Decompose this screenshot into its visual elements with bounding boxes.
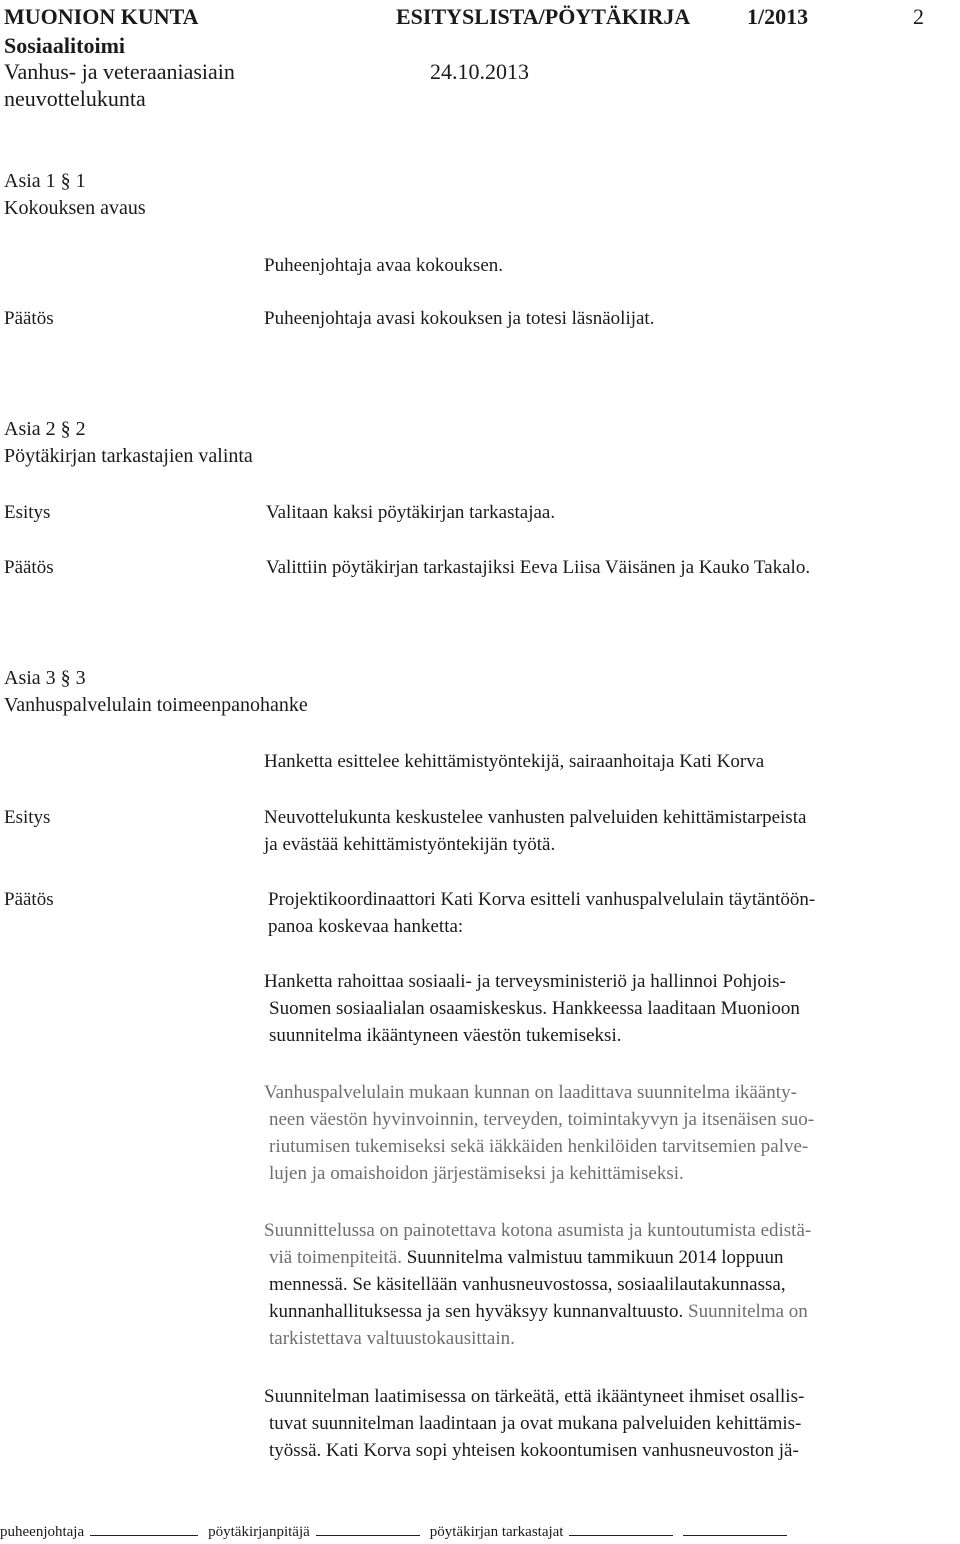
item1-title: Kokouksen avaus xyxy=(4,197,146,219)
inspector1-signature-line xyxy=(569,1521,673,1536)
item2-paatos-label: Päätös xyxy=(4,557,54,578)
paragraph-line: neen väestön hyvinvoinnin, terveyden, toimintakyvyn ja itsenäisen suo- xyxy=(269,1109,815,1130)
municipality-name: MUONION KUNTA xyxy=(4,4,199,29)
item2-paatos-text: Valittiin pöytäkirjan tarkastajiksi Eeva Liisa Väisänen ja Kauko Takalo. xyxy=(266,557,811,578)
meeting-date: 24.10.2013 xyxy=(430,59,529,84)
paragraph-line: suunnitelma ikääntyneen väestön tukemiseksi. xyxy=(269,1025,622,1046)
item3-esitys-text xyxy=(264,804,954,858)
item2-esitys-text: Valitaan kaksi pöytäkirjan tarkastajaa. xyxy=(266,502,556,523)
item3-title: Vanhuspalvelulain toimeenpanohanke xyxy=(4,694,308,716)
paragraph-line: Hanketta rahoittaa sosiaali- ja terveysministeriö ja hallinnoi Pohjois- xyxy=(264,971,786,992)
paatos-line: panoa koskevaa hanketta: xyxy=(268,916,464,937)
paragraph-line: Suunnittelussa on painotettava kotona asumista ja kuntoutumista edistä- xyxy=(264,1220,812,1241)
paragraph-line: Vanhuspalvelulain mukaan kunnan on laadittava suunnitelma ikäänty- xyxy=(264,1082,797,1103)
paragraph-segment: kunnanhallituksessa ja sen hyväksyy kunnanvaltuusto. xyxy=(269,1301,684,1322)
item3-paatos-label: Päätös xyxy=(4,889,54,910)
signature-footer xyxy=(0,1521,797,1541)
paragraph-segment: Suunnitelma valmistuu tammikuun 2014 loppuun xyxy=(401,1247,784,1268)
item2-title: Pöytäkirjan tarkastajien valinta xyxy=(4,445,253,467)
document-type: ESITYSLISTA/PÖYTÄKIRJA xyxy=(396,4,691,29)
paragraph-segment: viä toimenpiteitä. xyxy=(269,1247,402,1268)
paragraph-line: työssä. Kati Korva sopi yhteisen kokoontumisen vanhusneuvoston jä- xyxy=(269,1440,799,1461)
paragraph-line: tarkistettava valtuustokausittain. xyxy=(269,1328,515,1349)
esitys-line: Neuvottelukunta keskustelee vanhusten palveluiden kehittämistarpeista xyxy=(264,807,807,828)
item2-heading: Asia 2 § 2 xyxy=(4,418,86,440)
paragraph-line: lujen ja omaishoidon järjestämiseksi ja kehittämiseksi. xyxy=(269,1163,684,1184)
department: Sosiaalitoimi xyxy=(4,33,126,58)
paragraph-line: Suunnitelman laatimisessa on tärkeätä, että ikääntyneet ihmiset osallis- xyxy=(264,1386,805,1407)
item2-esitys-label: Esitys xyxy=(4,502,51,523)
inspectors-label: pöytäkirjan tarkastajat xyxy=(429,1524,564,1540)
committee-line1: Vanhus- ja veteraaniasiain xyxy=(4,59,235,84)
planning-paragraph xyxy=(264,1217,954,1352)
inspector2-signature-line xyxy=(683,1521,787,1536)
esitys-line: ja evästää kehittämistyöntekijän työtä. xyxy=(264,834,556,855)
law-paragraph xyxy=(264,1079,954,1187)
paragraph-line: Suomen sosiaalialan osaamiskeskus. Hankkeessa laaditaan Muonioon xyxy=(269,998,800,1019)
participation-paragraph xyxy=(264,1383,954,1464)
paatos-line: Projektikoordinaattori Kati Korva esitteli vanhuspalvelulain täytäntöön- xyxy=(268,889,816,910)
paragraph-line: riutumisen tukemiseksi sekä iäkkäiden henkilöiden tarvitsemien palve- xyxy=(269,1136,809,1157)
page-number: 2 xyxy=(913,4,924,29)
chair-signature-line xyxy=(90,1521,198,1536)
committee-line2: neuvottelukunta xyxy=(4,86,146,111)
document-number: 1/2013 xyxy=(747,4,809,29)
paragraph-segment: Suunnitelma on xyxy=(683,1301,808,1322)
secretary-signature-line xyxy=(316,1521,420,1536)
item3-paatos-text xyxy=(268,886,958,940)
item1-paatos-label: Päätös xyxy=(4,308,54,329)
item3-esitys-label: Esitys xyxy=(4,807,51,828)
chair-label: puheenjohtaja xyxy=(0,1524,85,1540)
item3-intro: Hanketta esittelee kehittämistyöntekijä, sairaanhoitaja Kati Korva xyxy=(264,751,765,772)
paragraph-line: mennessä. Se käsitellään vanhusneuvostossa, sosiaalilautakunnassa, xyxy=(269,1274,786,1295)
paragraph-line: tuvat suunnitelman laadintaan ja ovat mukana palveluiden kehittämis- xyxy=(269,1413,802,1434)
item3-heading: Asia 3 § 3 xyxy=(4,667,86,689)
funding-paragraph xyxy=(264,968,954,1049)
item1-intro: Puheenjohtaja avaa kokouksen. xyxy=(264,255,504,276)
item1-heading: Asia 1 § 1 xyxy=(4,170,86,192)
item1-paatos-text: Puheenjohtaja avasi kokouksen ja totesi läsnäolijat. xyxy=(264,308,655,329)
secretary-label: pöytäkirjanpitäjä xyxy=(208,1524,310,1540)
